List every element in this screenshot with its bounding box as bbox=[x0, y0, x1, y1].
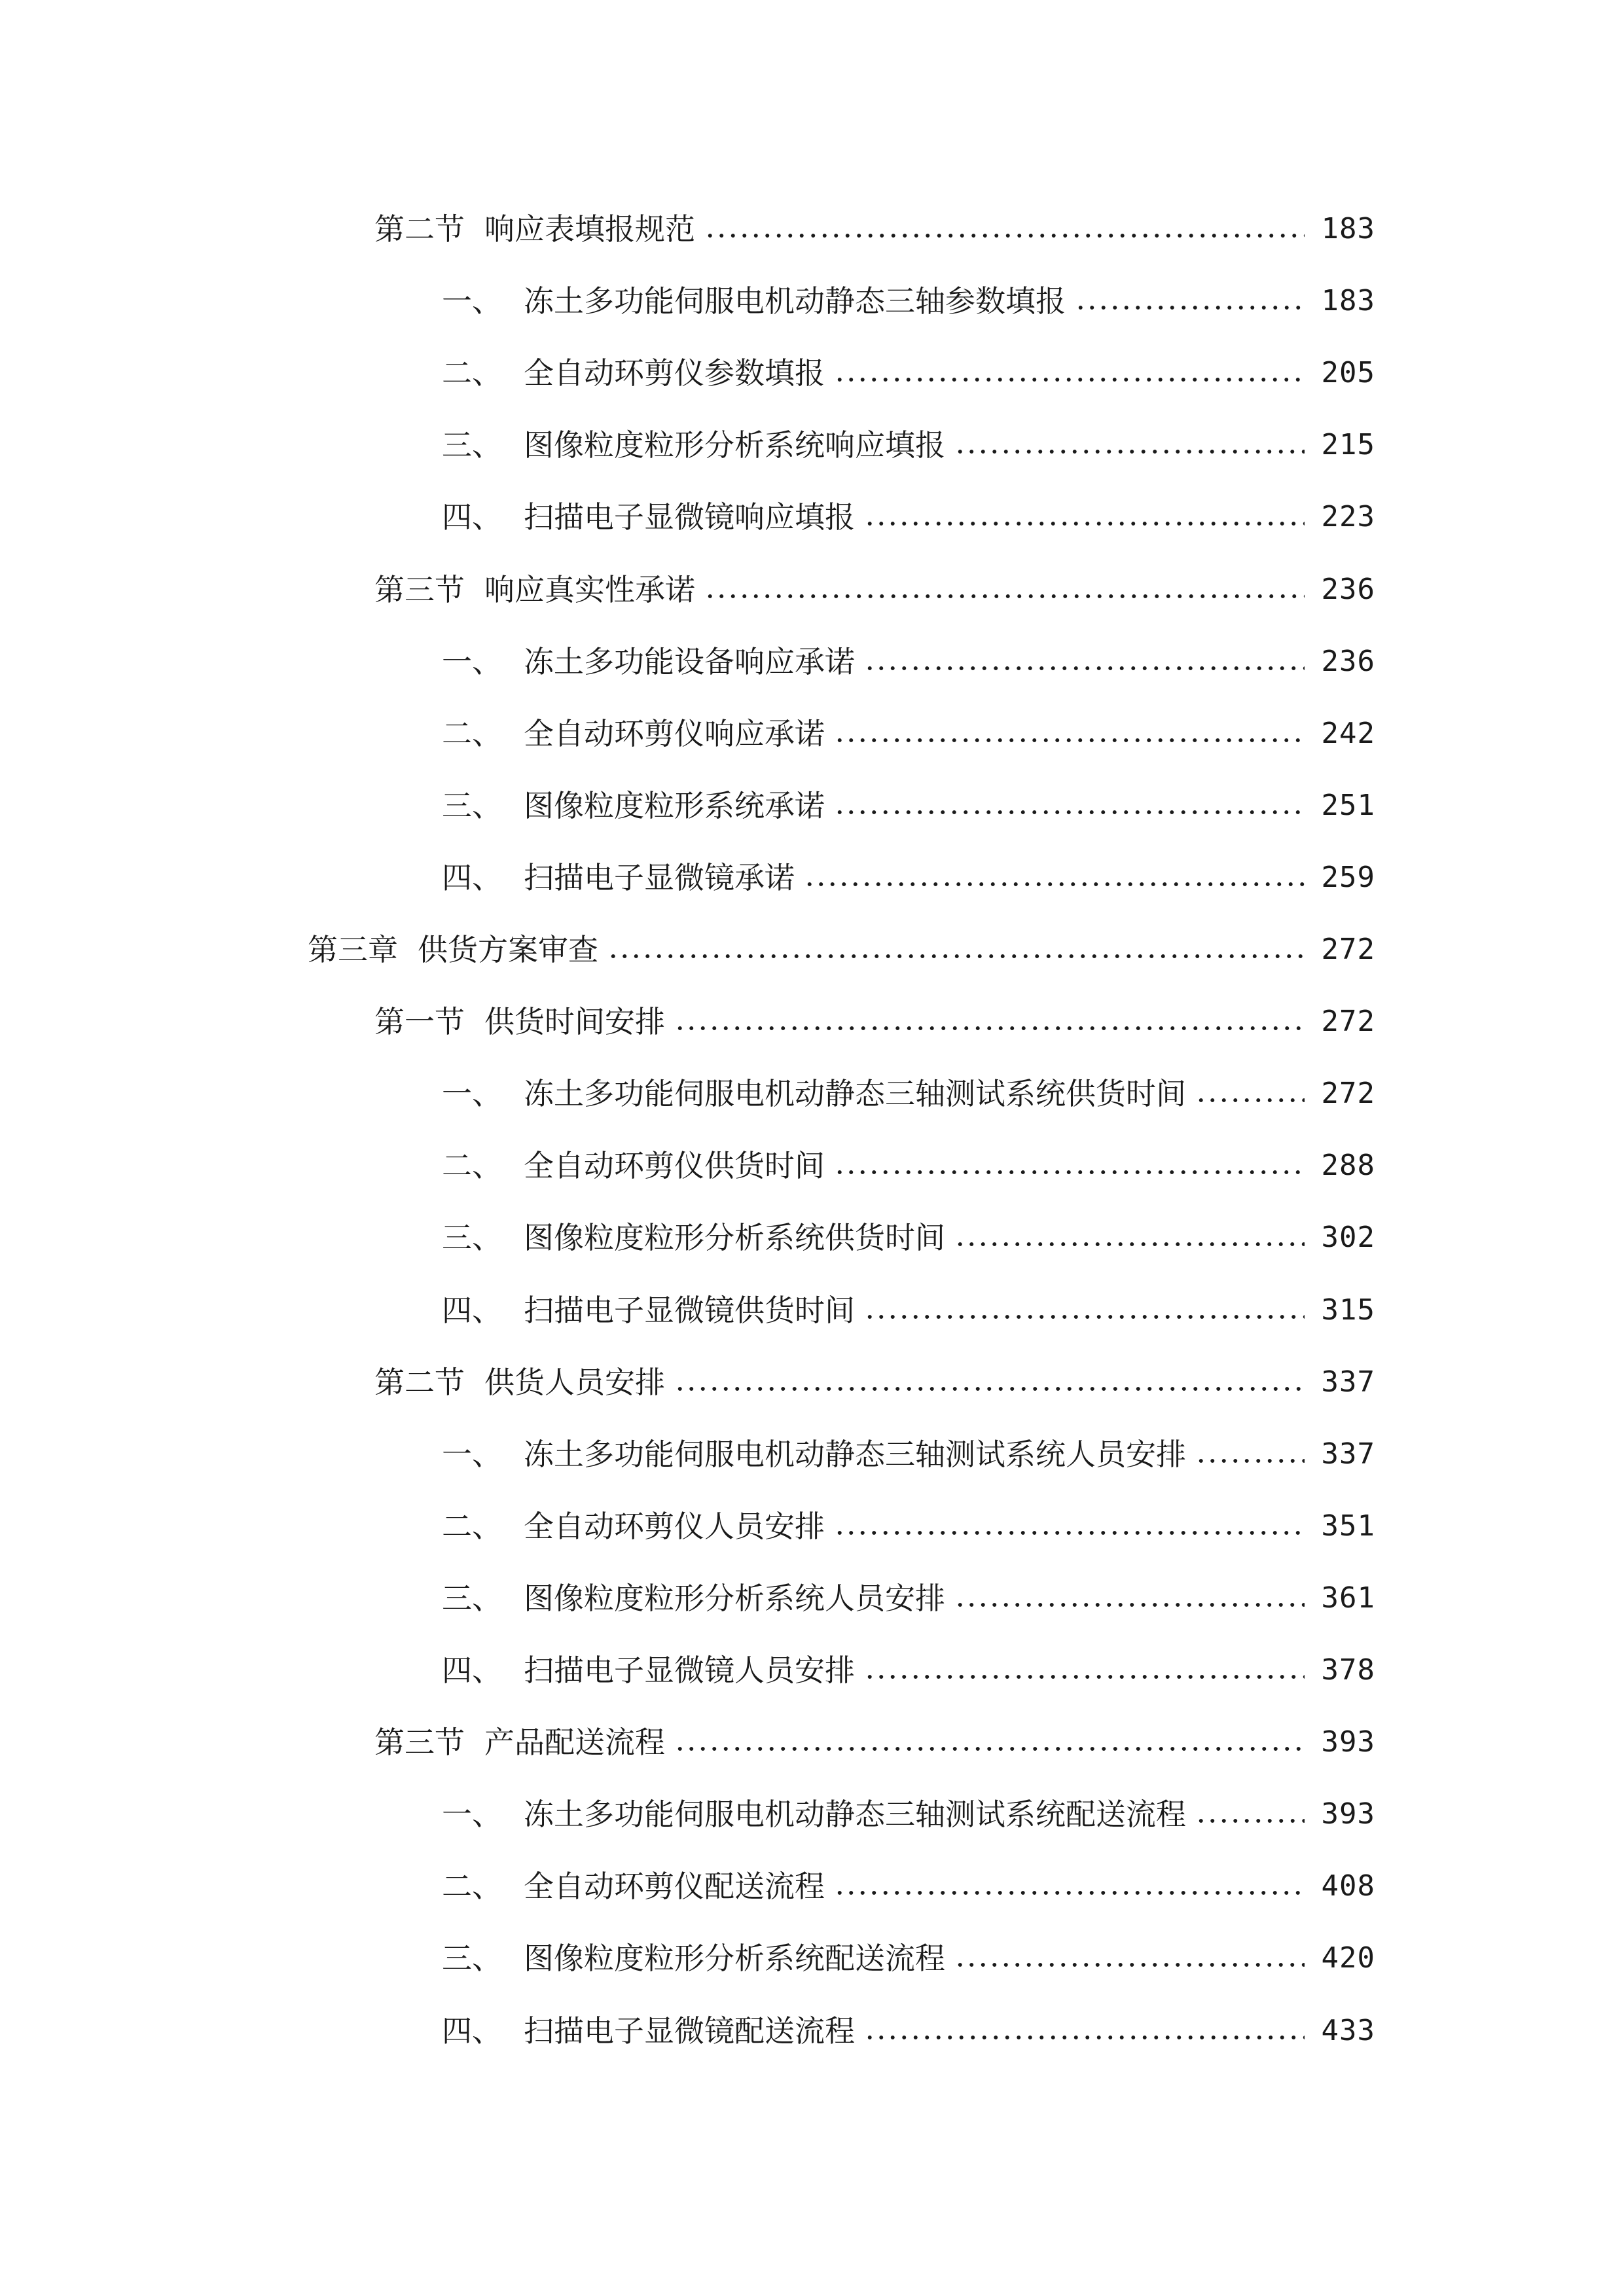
toc-entry-heading bbox=[442, 1428, 1186, 1480]
toc-entry-section[interactable] bbox=[374, 1356, 1375, 1408]
toc-entry-page-number: 205 bbox=[1321, 356, 1375, 389]
toc-entry-title: 图像粒度粒形分析系统人员安排 bbox=[524, 1581, 945, 1616]
toc-entry-page-number: 251 bbox=[1321, 789, 1375, 822]
toc-entry-item[interactable] bbox=[442, 347, 1375, 399]
toc-entry-number: 二、 bbox=[442, 1148, 502, 1183]
toc-entry-title: 全自动环剪仪参数填报 bbox=[524, 355, 825, 391]
dot-leader bbox=[674, 1025, 1305, 1031]
toc-entry-item[interactable] bbox=[442, 1211, 1375, 1264]
toc-entry-heading bbox=[442, 1500, 825, 1552]
toc-entry-item[interactable] bbox=[442, 1860, 1375, 1912]
toc-entry-item[interactable] bbox=[442, 1284, 1375, 1336]
toc-entry-item[interactable] bbox=[442, 708, 1375, 760]
toc-entry-heading bbox=[442, 852, 795, 904]
dot-leader bbox=[704, 593, 1305, 600]
dot-leader bbox=[674, 1386, 1305, 1392]
toc-entry-number: 二、 bbox=[442, 1869, 502, 1904]
toc-entry-item[interactable] bbox=[442, 1932, 1375, 1984]
toc-entry-number: 二、 bbox=[442, 355, 502, 391]
dot-leader bbox=[1195, 1458, 1305, 1464]
toc-entry-item[interactable] bbox=[442, 1644, 1375, 1696]
toc-entry-page-number: 378 bbox=[1321, 1653, 1375, 1687]
toc-entry-title: 冻土多功能伺服电机动静态三轴测试系统配送流程 bbox=[524, 1797, 1186, 1832]
toc-entry-item[interactable] bbox=[442, 1788, 1375, 1840]
toc-entry-heading bbox=[442, 491, 855, 543]
toc-entry-heading bbox=[442, 780, 825, 832]
toc-entry-number: 一、 bbox=[442, 644, 502, 679]
toc-entry-item[interactable] bbox=[442, 1067, 1375, 1120]
toc-entry-title: 全自动环剪仪响应承诺 bbox=[524, 716, 825, 751]
toc-entry-page-number: 259 bbox=[1321, 861, 1375, 894]
toc-entry-chapter[interactable] bbox=[308, 924, 1375, 976]
dot-leader bbox=[864, 665, 1305, 672]
toc-entry-heading bbox=[442, 347, 825, 399]
toc-entry-title: 冻土多功能伺服电机动静态三轴测试系统供货时间 bbox=[524, 1076, 1186, 1111]
toc-entry-item[interactable] bbox=[442, 1572, 1375, 1624]
dot-leader bbox=[1075, 304, 1305, 311]
toc-entry-heading bbox=[442, 1211, 945, 1264]
toc-entry-title: 扫描电子显微镜供货时间 bbox=[524, 1293, 855, 1328]
toc-entry-page-number: 433 bbox=[1321, 2014, 1375, 2047]
toc-entry-item[interactable] bbox=[442, 780, 1375, 832]
toc-entry-title: 产品配送流程 bbox=[484, 1725, 665, 1760]
toc-entry-heading bbox=[374, 203, 695, 255]
toc-entry-number: 第一节 bbox=[374, 1004, 465, 1039]
toc-entry-number: 一、 bbox=[442, 1076, 502, 1111]
toc-entry-title: 冻土多功能设备响应承诺 bbox=[524, 644, 855, 679]
toc-entry-number: 第三章 bbox=[308, 932, 398, 967]
toc-entry-title: 扫描电子显微镜承诺 bbox=[524, 860, 795, 895]
toc-entry-page-number: 408 bbox=[1321, 1869, 1375, 1903]
toc-entry-page-number: 223 bbox=[1321, 500, 1375, 533]
dot-leader bbox=[954, 1962, 1305, 1968]
toc-entry-item[interactable] bbox=[442, 2005, 1375, 2057]
toc-entry-title: 图像粒度粒形系统承诺 bbox=[524, 788, 825, 823]
dot-leader bbox=[864, 520, 1305, 527]
toc-entry-page-number: 183 bbox=[1321, 212, 1375, 245]
toc-entry-section[interactable] bbox=[374, 564, 1375, 616]
dot-leader bbox=[864, 1314, 1305, 1320]
toc-entry-page-number: 393 bbox=[1321, 1725, 1375, 1759]
toc-entry-title: 图像粒度粒形分析系统供货时间 bbox=[524, 1220, 945, 1255]
toc-entry-page-number: 242 bbox=[1321, 717, 1375, 750]
toc-entry-section[interactable] bbox=[374, 203, 1375, 255]
toc-entry-item[interactable] bbox=[442, 636, 1375, 688]
dot-leader bbox=[954, 448, 1305, 455]
toc-entry-page-number: 183 bbox=[1321, 284, 1375, 317]
dot-leader bbox=[864, 2034, 1305, 2041]
toc-entry-heading bbox=[442, 708, 825, 760]
toc-entry-item[interactable] bbox=[442, 1500, 1375, 1552]
toc-entry-number: 一、 bbox=[442, 1437, 502, 1472]
toc-entry-number: 第三节 bbox=[374, 572, 465, 607]
toc-entry-title: 全自动环剪仪人员安排 bbox=[524, 1509, 825, 1544]
toc-entry-number: 三、 bbox=[442, 1220, 502, 1255]
toc-entry-page-number: 361 bbox=[1321, 1581, 1375, 1615]
toc-entry-number: 三、 bbox=[442, 788, 502, 823]
toc-entry-number: 第二节 bbox=[374, 211, 465, 247]
dot-leader bbox=[954, 1241, 1305, 1247]
toc-entry-number: 三、 bbox=[442, 1581, 502, 1616]
toc-entry-page-number: 420 bbox=[1321, 1941, 1375, 1975]
toc-entry-item[interactable] bbox=[442, 1139, 1375, 1192]
dot-leader bbox=[834, 1530, 1305, 1536]
toc-entry-page-number: 337 bbox=[1321, 1437, 1375, 1471]
toc-entry-title: 供货时间安排 bbox=[484, 1004, 665, 1039]
toc-entry-heading bbox=[442, 275, 1066, 327]
toc-entry-item[interactable] bbox=[442, 491, 1375, 543]
toc-entry-item[interactable] bbox=[442, 1428, 1375, 1480]
toc-entry-section[interactable] bbox=[374, 996, 1375, 1048]
toc-entry-number: 四、 bbox=[442, 1653, 502, 1688]
toc-entry-number: 四、 bbox=[442, 499, 502, 535]
dot-leader bbox=[607, 953, 1305, 960]
toc-entry-heading bbox=[442, 1788, 1186, 1840]
dot-leader bbox=[834, 809, 1305, 816]
toc-entry-heading bbox=[442, 1860, 825, 1912]
toc-entry-heading bbox=[374, 564, 695, 616]
toc-entry-page-number: 315 bbox=[1321, 1293, 1375, 1327]
toc-entry-number: 一、 bbox=[442, 1797, 502, 1832]
toc-entry-page-number: 351 bbox=[1321, 1509, 1375, 1543]
toc-entry-title: 扫描电子显微镜配送流程 bbox=[524, 2013, 855, 2049]
toc-entry-number: 四、 bbox=[442, 2013, 502, 2049]
dot-leader bbox=[674, 1746, 1305, 1752]
dot-leader bbox=[954, 1602, 1305, 1608]
toc-entry-heading bbox=[442, 1139, 825, 1192]
toc-entry-title: 供货人员安排 bbox=[484, 1365, 665, 1400]
toc-entry-page-number: 302 bbox=[1321, 1221, 1375, 1254]
toc-entry-section[interactable] bbox=[374, 1716, 1375, 1768]
toc-entry-title: 冻土多功能伺服电机动静态三轴测试系统人员安排 bbox=[524, 1437, 1186, 1472]
toc-entry-page-number: 288 bbox=[1321, 1149, 1375, 1182]
dot-leader bbox=[834, 737, 1305, 744]
toc-entry-heading bbox=[374, 1716, 665, 1768]
toc-entry-number: 二、 bbox=[442, 1509, 502, 1544]
dot-leader bbox=[834, 1890, 1305, 1896]
toc-entry-number: 四、 bbox=[442, 860, 502, 895]
dot-leader bbox=[864, 1674, 1305, 1680]
toc-entry-title: 全自动环剪仪供货时间 bbox=[524, 1148, 825, 1183]
toc-entry-title: 扫描电子显微镜人员安排 bbox=[524, 1653, 855, 1688]
toc-entry-heading bbox=[442, 419, 945, 471]
toc-entry-title: 响应真实性承诺 bbox=[484, 572, 695, 607]
toc-entry-heading bbox=[442, 1644, 855, 1696]
toc-entry-title: 图像粒度粒形分析系统配送流程 bbox=[524, 1941, 945, 1976]
toc-entry-heading bbox=[442, 1067, 1186, 1120]
dot-leader bbox=[804, 881, 1305, 888]
toc-entry-page-number: 215 bbox=[1321, 428, 1375, 461]
toc-entry-title: 图像粒度粒形分析系统响应填报 bbox=[524, 427, 945, 463]
toc-entry-number: 第三节 bbox=[374, 1725, 465, 1760]
toc-entry-heading bbox=[308, 924, 598, 976]
toc-entry-number: 三、 bbox=[442, 1941, 502, 1976]
toc-entry-page-number: 272 bbox=[1321, 1077, 1375, 1110]
toc-entry-page-number: 236 bbox=[1321, 573, 1375, 606]
toc-entry-title: 冻土多功能伺服电机动静态三轴参数填报 bbox=[524, 283, 1066, 319]
toc-entry-heading bbox=[442, 636, 855, 688]
dot-leader bbox=[704, 232, 1305, 239]
toc-entry-number: 三、 bbox=[442, 427, 502, 463]
toc-entry-item[interactable] bbox=[442, 852, 1375, 904]
toc-entry-page-number: 272 bbox=[1321, 1005, 1375, 1038]
toc-entry-number: 二、 bbox=[442, 716, 502, 751]
toc-entry-heading bbox=[374, 1356, 665, 1408]
toc-entry-title: 供货方案审查 bbox=[418, 932, 598, 967]
toc-entry-title: 扫描电子显微镜响应填报 bbox=[524, 499, 855, 535]
toc-entry-number: 第二节 bbox=[374, 1365, 465, 1400]
dot-leader bbox=[834, 376, 1305, 383]
toc-entry-page-number: 337 bbox=[1321, 1365, 1375, 1399]
toc-entry-heading bbox=[442, 2005, 855, 2057]
toc-entry-number: 一、 bbox=[442, 283, 502, 319]
toc-entry-item[interactable] bbox=[442, 275, 1375, 327]
toc-entry-number: 四、 bbox=[442, 1293, 502, 1328]
toc-entry-title: 全自动环剪仪配送流程 bbox=[524, 1869, 825, 1904]
toc-entry-heading bbox=[442, 1932, 945, 1984]
toc-entry-page-number: 393 bbox=[1321, 1797, 1375, 1831]
toc-entry-title: 响应表填报规范 bbox=[484, 211, 695, 247]
toc-entry-heading bbox=[442, 1284, 855, 1336]
toc-entry-page-number: 236 bbox=[1321, 645, 1375, 678]
dot-leader bbox=[1195, 1818, 1305, 1824]
toc-entry-heading bbox=[442, 1572, 945, 1624]
dot-leader bbox=[1195, 1097, 1305, 1103]
toc-entry-item[interactable] bbox=[442, 419, 1375, 471]
toc-entry-heading bbox=[374, 996, 665, 1048]
dot-leader bbox=[834, 1169, 1305, 1175]
toc-entry-page-number: 272 bbox=[1321, 933, 1375, 966]
